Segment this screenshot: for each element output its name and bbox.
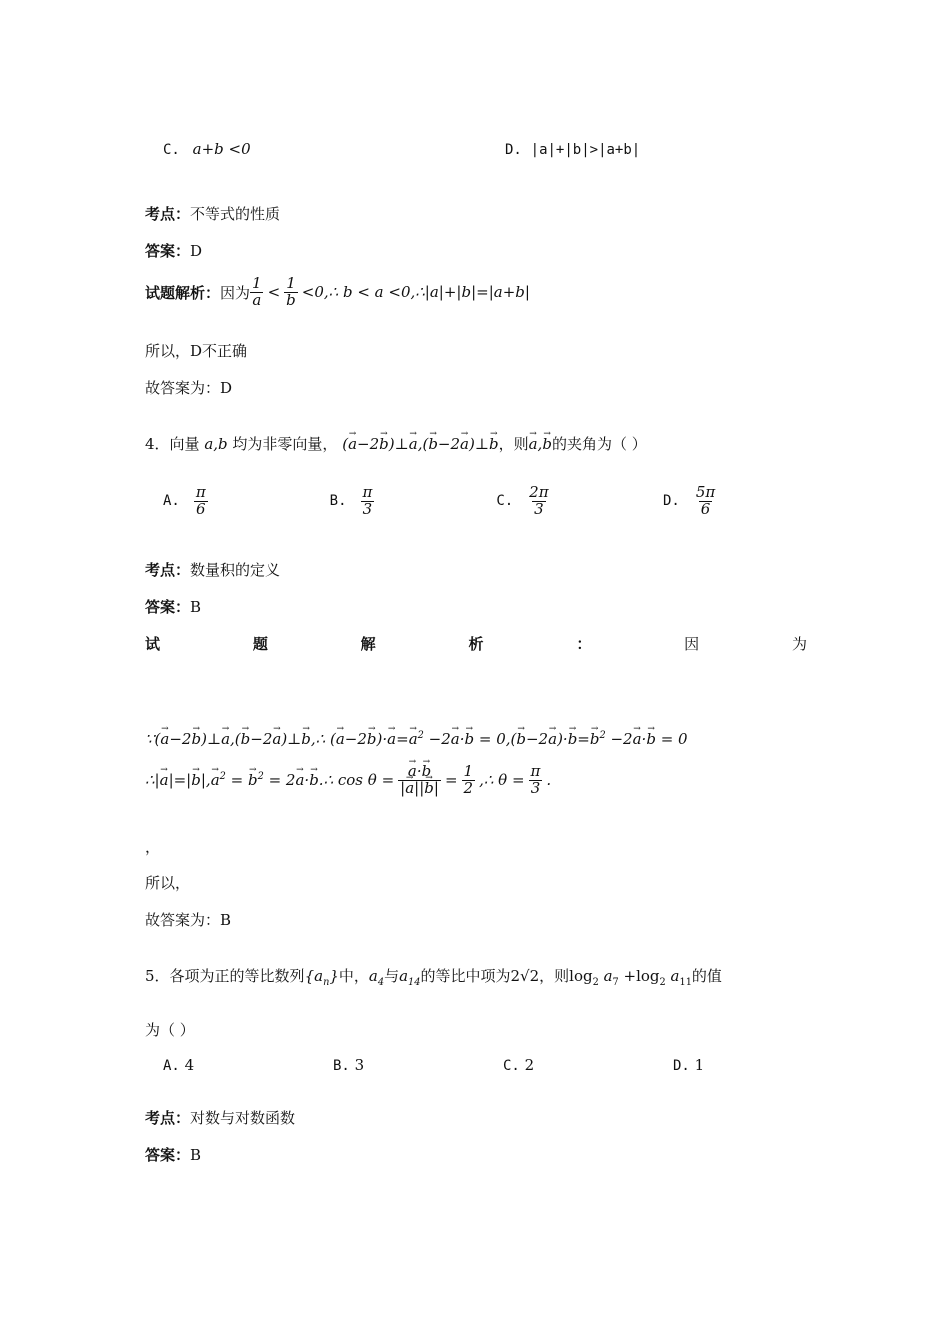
analysis-char: 试 [145, 635, 161, 653]
option-label: C. [163, 142, 180, 158]
pi-third-fraction: $\frac{\pi}{3}$ [530, 762, 541, 797]
stem-text: 均为非零向量， [232, 435, 338, 453]
analysis-char: 因 [684, 635, 700, 653]
stem-text: ，则 [539, 967, 570, 985]
analysis-char: ： [576, 635, 592, 653]
q3-final-answer: 故答案为：D [145, 379, 233, 397]
q4-option-d [663, 485, 723, 518]
fraction-1-over-b: $\frac{1}{b}$ [286, 274, 296, 309]
option-expr: |a|+|b|>|a+b| [530, 142, 641, 158]
kaodian-text: 对数与对数函数 [190, 1109, 296, 1127]
q5-option-b [333, 1056, 483, 1074]
q5-option-d [673, 1056, 723, 1074]
option-label: C. [496, 493, 514, 510]
analysis-char: 析 [468, 635, 484, 653]
stem-text: 中， [338, 967, 369, 985]
analysis-char: 为 [791, 635, 807, 653]
option-value: 1 [694, 1056, 705, 1074]
half-fraction: $\frac{1}{2}$ [463, 762, 474, 797]
q4-option-a [163, 485, 313, 518]
kaodian-label: 考点： [145, 205, 191, 223]
stem-text: 的等比中项为 [420, 967, 511, 985]
q4-derivation-line-2: ∴|→ $a|=|\to b|,\to a^2$ = → $b^2 = 2\to a\cdot\to$ b.∴ cos θ = → $\frac{a\cdot\to b}{|\to a||\to b|}$ = $\frac{1}{2}$ ,∴ θ = $\frac{\pi}{3}$ . [145, 764, 551, 797]
q4-kaodian [145, 559, 280, 580]
q5-stem-cont: 为（ ） [145, 1021, 195, 1039]
option-label: D. [662, 493, 680, 510]
q4-stem: 4．向量 a,b 均为非零向量， (→ a−2→ b)⊥→ a,(→ b−2→ a)⊥→ b，则→ a,→ b的夹角为（ ） [145, 433, 647, 454]
analysis-label: 试题解析： [145, 283, 221, 302]
option-value: 2 [524, 1056, 535, 1074]
stem-text: 的夹角为（ ） [551, 435, 647, 453]
analysis-char: 题 [252, 635, 268, 653]
q3-kaodian [145, 203, 280, 224]
option-fraction: $\frac{\pi}{6}$ [195, 483, 206, 518]
answer-label: 答案： [145, 598, 191, 616]
option-expr: a+b <0 [192, 140, 251, 158]
answer-label: 答案： [145, 242, 191, 260]
answer-text: D [190, 242, 203, 260]
q5-option-c [503, 1056, 653, 1074]
question-number: 4． [145, 435, 170, 453]
stem-text: 的值 [691, 967, 722, 985]
q3-option-c [163, 140, 251, 158]
q4-answer [145, 596, 201, 617]
stem-text: 各项为正的等比数列 [169, 967, 305, 985]
stem-text: 与 [384, 967, 400, 985]
answer-label: 答案： [145, 1146, 191, 1164]
question-number: 5． [145, 967, 170, 985]
kaodian-label: 考点： [145, 561, 191, 579]
q4-options [163, 485, 723, 518]
cosine-fraction: → $\frac{a\cdot\to b}{|\to a||\to b|}$ [398, 764, 441, 797]
option-label: D. [673, 1058, 690, 1074]
option-fraction: $\frac{\pi}{3}$ [362, 483, 373, 518]
q3-analysis: 试题解析： 因为 $\frac{1}{a}$ < $\frac{1}{b}$ <0,∴ b < a <0,∴|a|+|b|=|a+b| [145, 274, 530, 309]
fraction-1-over-a: $\frac{1}{a}$ [252, 274, 262, 309]
q5-answer [145, 1144, 201, 1165]
kaodian-text: 不等式的性质 [190, 205, 281, 223]
analysis-intro: 因为 [220, 283, 251, 302]
analysis-char: 解 [360, 635, 376, 653]
q3-answer [145, 240, 202, 261]
q4-option-b [330, 485, 480, 518]
answer-text: B [190, 598, 202, 616]
option-fraction: $\frac{5\pi}{6}$ [695, 483, 716, 518]
q4-derivation-line-1: ∵(→ a−2→ b)⊥→ a,(→ b−2→ a)⊥→ b,∴ (→ $a-2\to b)\cdot\to a=\to a^2 -2\to a\cdot\to b = 0,(\to b-2\to a)\cdot\to b=\to b^2 -2\to a\cdot\to b = 0$ [145, 730, 688, 748]
answer-text: B [190, 1146, 202, 1164]
q4-comma: ， [145, 838, 161, 856]
q4-option-c [496, 485, 646, 518]
option-value: 4 [184, 1056, 195, 1074]
q3-option-d [505, 140, 640, 158]
option-label: B. [333, 1058, 350, 1074]
kaodian-text: 数量积的定义 [190, 561, 281, 579]
stem-text: ，则 [498, 435, 529, 453]
q4-analysis-heading [145, 633, 807, 654]
q5-options [163, 1056, 723, 1074]
option-fraction: $\frac{2\pi}{3}$ [529, 483, 549, 518]
analysis-tail: <0,∴ b < a <0,∴|a|+|b|=|a+b| [301, 283, 530, 302]
option-label: B. [329, 493, 347, 510]
kaodian-label: 考点： [145, 1109, 191, 1127]
q5-option-a [163, 1056, 313, 1074]
q4-final-answer: 故答案为：B [145, 911, 232, 929]
q5-kaodian [145, 1107, 295, 1128]
stem-text: 向量 [169, 435, 200, 453]
q3-so-line: 所以，D不正确 [145, 342, 248, 360]
vector-condition: (→ a−2→ b)⊥→ a,(→ b−2→ a)⊥→ b [342, 435, 498, 453]
q4-so-line: 所以， [145, 874, 191, 892]
option-label: A. [163, 1058, 180, 1074]
option-label: D. [505, 142, 522, 158]
q5-stem: 5．各项为正的等比数列$\{a_n\}$中，$a_4$与$a_{14}$的等比中项为2√2，则$\log_2 a_7 +\log_2$ $a_{11}$的值 [145, 967, 722, 988]
option-label: C. [503, 1058, 520, 1074]
option-value: 3 [354, 1056, 365, 1074]
option-label: A. [163, 493, 180, 510]
